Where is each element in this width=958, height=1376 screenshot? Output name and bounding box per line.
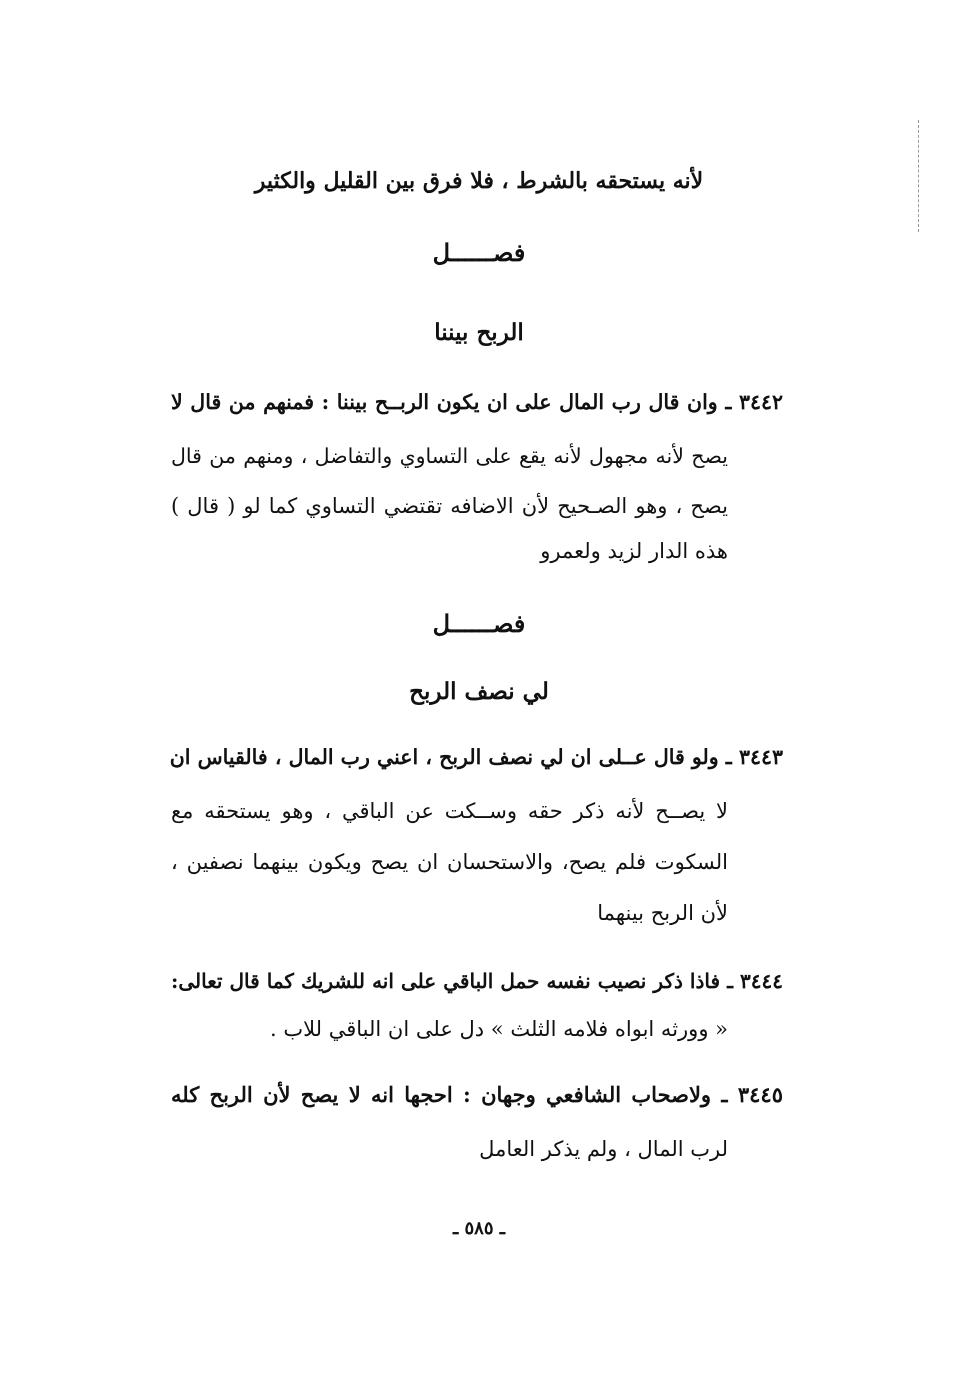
section-subheading-2: لي نصف الربح bbox=[409, 678, 549, 705]
section-heading-2: فصــــــل bbox=[432, 609, 526, 638]
paragraph-line: ٣٤٤٤ ـ فاذا ذكر نصيب نفسه حمل الباقي على انه للشريك كما قال تعالى: bbox=[171, 969, 783, 993]
page-number: ـ ٥٨٥ ـ bbox=[452, 1218, 506, 1239]
section-subheading-1: الربح بيننا bbox=[434, 319, 524, 346]
paragraph-line: هذه الدار لزيد ولعمرو bbox=[540, 539, 728, 563]
paragraph-line: لا يصــح لأنه ذكر حقه وســكت عن الباقي ، وهو يستحقه مع bbox=[171, 799, 728, 823]
paragraph-line: لأن الربح بينهما bbox=[597, 901, 728, 925]
paragraph-line: ٣٤٤٥ ـ ولاصحاب الشافعي وجهان : احجها انه لا يصح لأن الربح كله bbox=[171, 1082, 783, 1107]
paragraph-line: ٣٤٤٣ ـ ولو قال عــلى ان لي نصف الربح ، اعني رب المال ، فالقياس ان bbox=[169, 745, 783, 769]
paragraph-line: يصح ، وهو الصـحيح لأن الاضافه تقتضي التساوي كما لو ( قال ) bbox=[171, 494, 728, 518]
paragraph-line: يصح لأنه مجهول لأنه يقع على التساوي والتفاضل ، ومنهم من قال bbox=[171, 444, 728, 468]
section-heading-1: فصــــــل bbox=[432, 238, 526, 267]
paragraph-line: لرب المال ، ولم يذكر العامل bbox=[479, 1137, 728, 1161]
paragraph-line: ٣٤٤٢ ـ وان قال رب المال على ان يكون الربــح بيننا : فمنهم من قال لا bbox=[171, 390, 783, 414]
top-line: لأنه يستحقه بالشرط ، فلا فرق بين القليل والكثير bbox=[254, 168, 704, 194]
paragraph-line: السكوت فلم يصح، والاستحسان ان يصح ويكون بينهما نصفين ، bbox=[171, 850, 728, 874]
paragraph-line: « وورثه ابواه فلامه الثلث » دل على ان الباقي للاب . bbox=[270, 1017, 728, 1041]
